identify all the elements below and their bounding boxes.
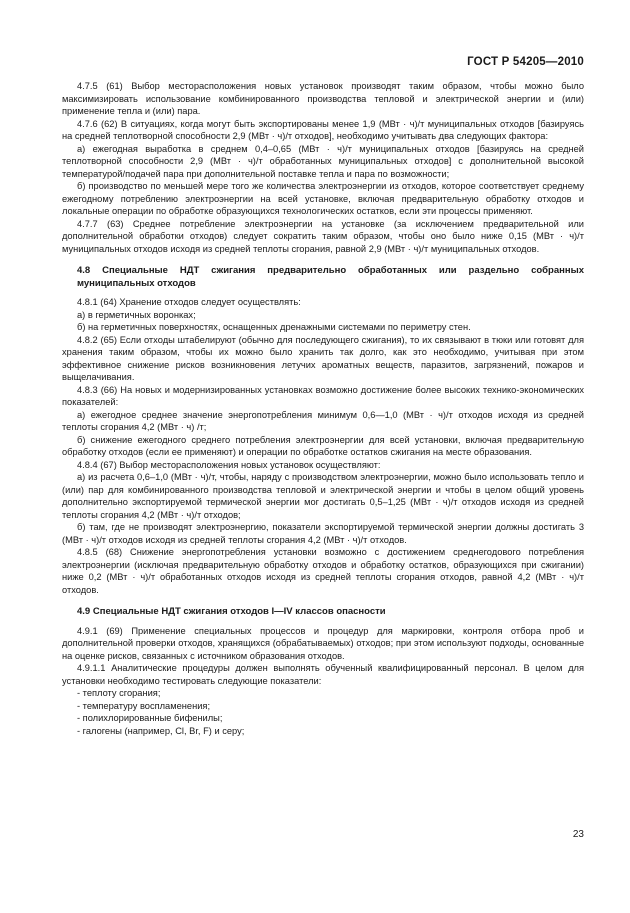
section-heading: 4.9 Специальные НДТ сжигания отходов I—IV классов опасности [77,606,386,617]
paragraph: а) в герметичных воронках; [77,309,196,320]
section-heading: 4.8 Специальные НДТ сжигания предварительно обработанных или раздельно собранных муниципальных отходов [77,265,584,289]
paragraph: а) ежегодное среднее значение энергопотребления минимум 0,6—1,0 (МВт · ч)/т отходов исходя из средней теплоты сгорания 4,2 (МВт · ч) /т; [62,409,584,432]
paragraph: 4.9.1 (69) Применение специальных процессов и процедур для маркировки, контроля отбора проб и дополнительной проверки отходов, хранящихся (обрабатываемых) отходов; при этом используют подходы, основанные на оценке рисков, связанных с источником образования отходов. [62,625,584,661]
page-number: 23 [572,829,584,840]
paragraph: 4.7.5 (61) Выбор месторасположения новых установок производят таким образом, чтобы можно было максимизировать использование комбинированного производства тепловой и электрической энергии и (или) применение тепла и (или) пара. [62,81,584,116]
paragraph: 4.9.1.1 Аналитические процедуры должен выполнять обученный квалифицированный персонал. В целом для установки необходимо тестировать следующие показатели: [62,663,584,686]
paragraph: - полихлорированные бифенилы; [77,713,223,723]
paragraph: - теплоту сгорания; [77,688,161,698]
paragraph: б) на герметичных поверхностях, оснащенных дренажными системами по периметру стен. [77,322,471,332]
paragraph: 4.8.4 (67) Выбор месторасположения новых установок осуществляют: [77,459,381,470]
paragraph: 4.8.1 (64) Хранение отходов следует осуществлять: [77,297,301,307]
standard-header: ГОСТ Р 54205—2010 [467,56,584,68]
paragraph: 4.8.5 (68) Снижение энергопотребления установки возможно с достижением среднегодового потребления электроэнергии (исключая предварительную обработку отходов и обработку остатков, образующихся при сжигании) ниже 0,2 (МВт · ч)/т обработанных отходов исходя из средней теплоты сгорания отходов, равной 4,2 (МВт · ч)/т отходов. [62,547,584,595]
paragraph: 4.7.7 (63) Среднее потребление электроэнергии на установке (за исключением предварительной или дополнительной обработки отходов) следует сократить таким образом, чтобы оно было ниже 0,15 (МВт · ч)/т муниципальных отходов исходя из средней теплоты сгорания, равной 2,9 (МВт · ч)/т муниципальных отходов. [62,218,584,254]
paragraph: а) из расчета 0,6–1,0 (МВт · ч)/т, чтобы, наряду с производством электроэнергии, можно было использовать тепло и (или) пар для комбинированного производства тепловой и электрической энергии и чтобы в целом общий уровень дополнительно экспортируемой термической энергии мог достигать 0,5–1,25 (МВт · ч)/т отходов исходя из средней теплоты сгорания 4,2 (МВт · ч)/т отходов; [62,472,584,520]
paragraph: - температуру воспламенения; [77,700,211,711]
paragraph: б) снижение ежегодного среднего потребления электроэнергии для всей установки, включая предварительную обработку отходов (если ее применяют) и операции по обработке остатков сжигания на месте образования. [62,434,584,457]
paragraph: б) там, где не производят электроэнергию, показатели экспортируемой термической энергии должны достигать 3 (МВт · ч)/т отходов исходя из средней теплоты сгорания 4,2 (МВт · ч)/т отходов. [62,522,584,545]
document-body [62,80,584,737]
paragraph: - галогены (например, Cl, Br, F) и серу; [77,725,245,736]
paragraph: 4.7.6 (62) В ситуациях, когда могут быть экспортированы менее 1,9 (МВт · ч)/т муниципальных отходов [базируясь на средней теплотворной способности 2,9 (МВт · ч)/т отходов], необходимо учитывать два следующих фактора: [62,118,584,141]
paragraph: 4.8.3 (66) На новых и модернизированных установках возможно достижение более высоких технико-экономических показателей: [62,384,584,407]
paragraph: 4.8.2 (65) Если отходы штабелируют (обычно для последующего сжигания), то их связывают в тюки или готовят для хранения таким образом, чтобы их можно было хранить так долго, как это необходимо, учитывая при этом эффективное снижение рисков возникновения летучих ароматных веществ, паразитов, загрязнений, пожаров и выщелачивания. [62,334,584,382]
paragraph: а) ежегодная выработка в среднем 0,4–0,65 (МВт · ч)/т муниципальных отходов [базируясь на средней теплотворной способности 2,9 (МВт · ч)/т обработанных муниципальных отходов] с дополнительной высокой температурой/подачей пара при дополнительной поставке тепла и пара по возможности; [62,143,584,179]
paragraph: б) производство по меньшей мере того же количества электроэнергии из отходов, которое соответствует среднему ежегодному потреблению электроэнергии на всей установке, включая предварительную обработку отходов и локальные операции по обработке образующихся технологических остатков, если эти процессы применяют. [62,181,584,216]
